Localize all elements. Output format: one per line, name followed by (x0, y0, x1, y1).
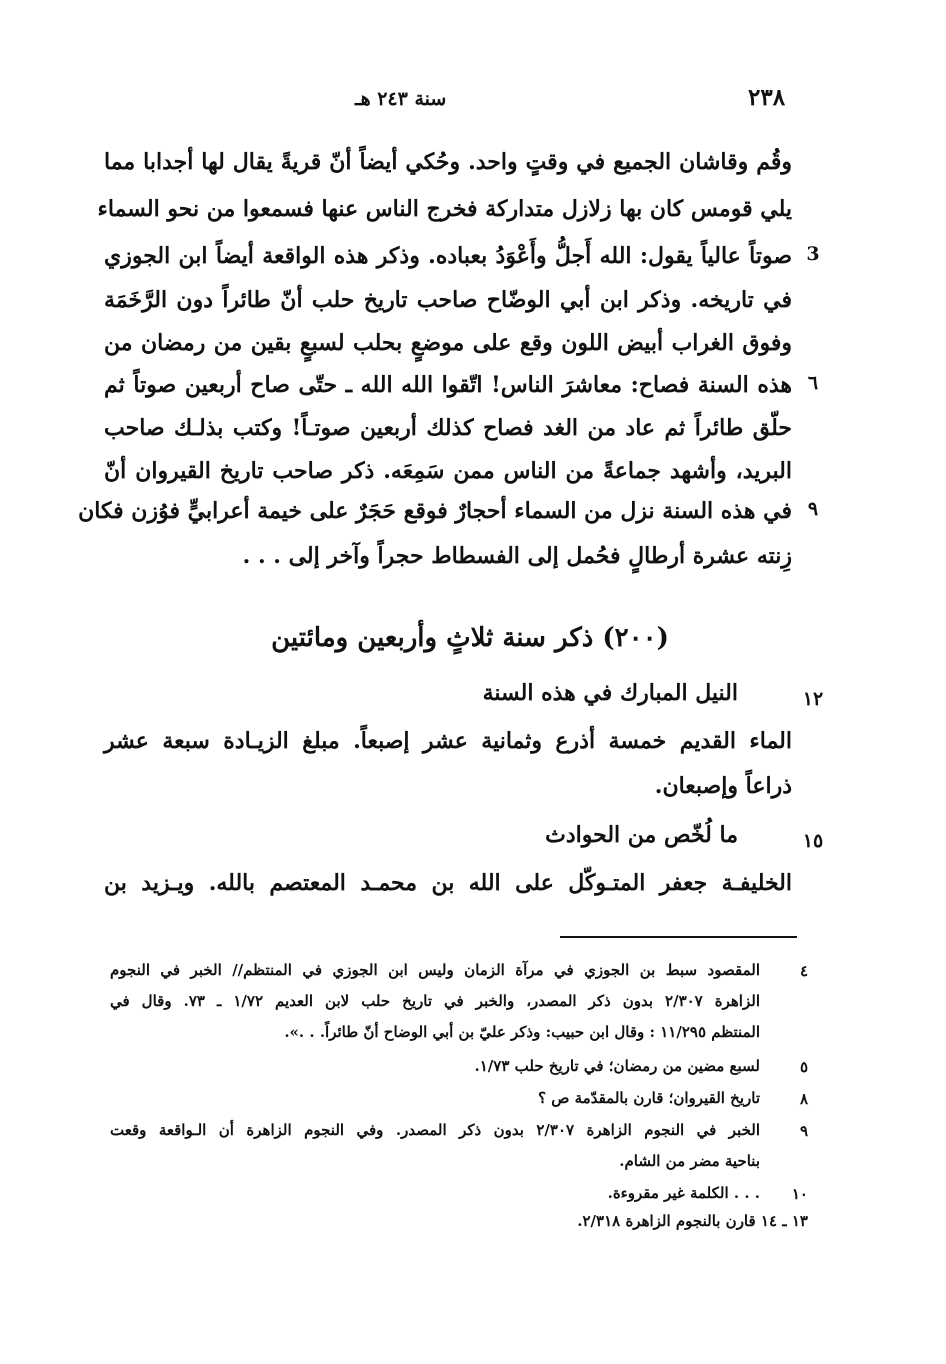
text-line: زِنته عشرة أرطالٍ فحُمل إلى الفسطاط حجراً وآخر إلى . . . (242, 543, 792, 569)
footnote-divider (560, 936, 797, 938)
text-line: صوتاً عالياً يقول: الله أَجلُّ وأَعْوَدُ بعباده. وذكر هذه الواقعة أيضاً ابن الجوزي (104, 243, 792, 269)
text-line: هذه السنة فصاح: معاشرَ الناس! اتّقوا الله الله ـ حتّى صاح أربعين صوتاً ثم (104, 372, 792, 398)
footnote-line: الخبر في النجوم الزاهرة ٢/٣٠٧ بدون ذكر المصدر. وفي النجوم الزاهرة أن الـواقعة وقعت (110, 1121, 760, 1139)
line-number: ١٥ (802, 830, 824, 852)
text-line: الخليفـة جعفر المتـوكّل على الله بن محمـد المعتصم بالله. ويـزيد بن (104, 870, 792, 896)
footnote-line: لسبع مضين من رمضان؛ في تاريخ حلب ١/٧٣. (474, 1057, 760, 1075)
footnote-line: المقصود سبط بن الجوزي في مرآة الزمان وليس ابن الجوزي في المنتظم// الخبر في النجوم (110, 961, 760, 979)
footnote-number: ٥ (799, 1058, 808, 1076)
footnote-line: . . . الكلمة غير مقروءة. (607, 1184, 760, 1202)
footnote-line: ١٣ ـ ١٤ قارن بالنجوم الزاهرة ٢/٣١٨. (577, 1212, 808, 1230)
text-line: في هذه السنة نزل من السماء أحجارٌ فوقع حَجَرٌ على خيمة أعرابيٍّ فوُزن فكان (78, 498, 792, 524)
footnote-number: ٨ (799, 1090, 808, 1108)
footnote-line: الزاهرة ٢/٣٠٧ بدون ذكر المصدر، والخبر في تاريخ حلب لابن العديم ١/٧٢ ـ ٧٣. وقال في (110, 992, 760, 1010)
footnote-number: ٤ (799, 962, 808, 980)
text-line: الماء القديم خمسة أذرع وثمانية عشر إصبعاً. مبلغ الزيـادة سبعة عشر (104, 728, 792, 754)
footnote-number: ٩ (799, 1122, 808, 1140)
text-line: وفوق الغراب أبيض اللون وقع على موضعٍ بحلب لسبعٍ بقين من رمضان من (104, 330, 792, 356)
text-line: وقُم وقاشان الجميع في وقتٍ واحد. وحُكي أيضاً أنّ قريةً يقال لها أجدابا مما (104, 149, 792, 175)
nile-heading: النيل المبارك في هذه السنة (482, 680, 738, 706)
events-heading: ما لُخّص من الحوادث (545, 822, 738, 848)
footnote-number: ١٠ (791, 1185, 808, 1203)
text-line: حلّق طائراً ثم عاد من الغد فصاح كذلك أربعين صوتـاً! وكتب بذلـك صاحب (104, 415, 792, 441)
line-number: 3 (806, 243, 820, 265)
text-line: البريد، وأشهد جماعةً من الناس ممن سَمِعَه. ذكر صاحب تاريخ القيروان أنّ (104, 458, 792, 484)
text-line: ذراعاً وإصبعان. (654, 773, 792, 799)
text-line: في تاريخه. وذكر ابن أبي الوضّاح صاحب تاريخ حلب أنّ طائراً دون الرَّخَمَة (104, 287, 792, 313)
line-number: ١٢ (802, 688, 824, 710)
page-number: ٢٣٨ (748, 84, 786, 111)
line-number: ٩ (807, 498, 819, 520)
footnote-line: تاريخ القيروان؛ قارن بالمقدّمة ص ؟ (538, 1089, 760, 1107)
section-title: (٢٠٠) ذكر سنة ثلاثٍ وأربعين ومائتين (271, 623, 669, 653)
running-header: سنة ٢٤٣ هـ (355, 88, 447, 110)
footnote-line: بناحية مضر من الشام. (619, 1152, 760, 1170)
line-number: ٦ (807, 372, 819, 394)
text-line: يلي قومس كان بها زلازل متداركة فخرج الناس عنها فسمعوا من نحو السماء (97, 196, 792, 222)
footnote-line: المنتظم ١١/٢٩٥ : وقال ابن حبيب: وذكر عليّ بن أبي الوضاح أنّ طائراً. . .». (284, 1023, 760, 1041)
